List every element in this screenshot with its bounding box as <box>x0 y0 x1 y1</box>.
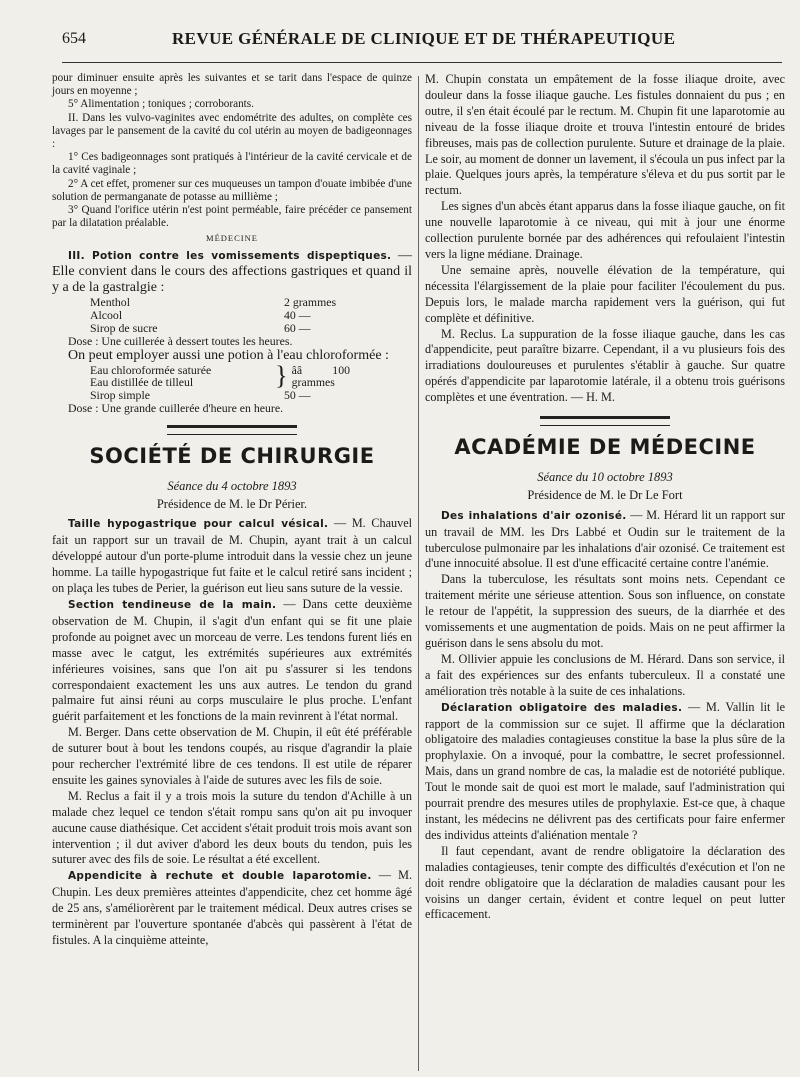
intro-paragraph: pour diminuer ensuite après les suivantes et se tarit dans l'espace de quinze jours en moyenne ; <box>52 72 412 98</box>
intro-paragraph: 3° Quand l'orifice utérin n'est point perméable, faire précéder ce pansement par la dilatation préalable. <box>52 204 412 230</box>
intro-paragraph: 1° Ces badigeonnages sont pratiqués à l'intérieur de la cavité cervicale et de la cavité vaginale ; <box>52 151 412 177</box>
article-paragraph <box>52 516 412 597</box>
rx-row <box>90 296 350 309</box>
article-heading: Section tendineuse de la main. <box>68 598 277 611</box>
article-paragraph: M. Reclus. La suppuration de la fosse iliaque gauche, dans les cas d'appendicite, peut paraître bizarre. Cependant, il a vu plusieurs fois des irradiations douloureuses et purulentes s'établir à gauche. Sur quatre opérés d'appendicite par laparotomie latérale, il a obtenu trois guérisons complètes et une éventration. — H. M. <box>425 326 785 405</box>
section-title: SOCIÉTÉ DE CHIRURGIE <box>89 443 375 468</box>
rx-amount: 50 — <box>284 388 311 403</box>
article-text: — M. Chauvel fait un rapport sur un travail de M. Chupin, ayant trait à un calcul développé autour d'un porte-plume introduit dans la vessie chez un jeune homme. La taille hypogastrique fut faite et le calcul retiré sans incident ; on plaça les tubes de Perier, la guérison eut lieu sans suture de la vessie. <box>52 516 412 596</box>
presidency: Présidence de M. le Dr Périer. <box>156 496 308 511</box>
rx-name: Sirop de sucre <box>90 320 158 335</box>
rx-name: Eau distillée de tilleul <box>90 375 194 390</box>
article-paragraph: Il faut cependant, avant de rendre obligatoire la déclaration des maladies contagieuses, tenir compte des difficultés d'exécution et l'on ne doit rendre obligatoire que la déclaration de maladies causant pour les voisins un danger certain, évident et contre lequel on peut lutter efficacement. <box>425 843 785 922</box>
article-paragraph: Une semaine après, nouvelle élévation de la température, qui nécessita l'élargissement de la plaie pour faciliter l'écoulement du pus. Depuis lors, le malade marcha rapidement vers la guérison, qui fut complète et définitive. <box>425 262 785 325</box>
section-title: ACADÉMIE DE MÉDECINE <box>454 435 756 460</box>
left-column <box>52 72 412 949</box>
alternative-text: On peut employer aussi une potion à l'eau chloroformée : <box>68 347 389 363</box>
potion-paragraph <box>52 248 412 296</box>
article-text: — M. Vallin lit le rapport de la commission sur ce sujet. Il affirme que la déclaration obligatoire des maladies contagieuses constitue la base la plus sûre de la prophylaxie. On a invoqué, pour la combattre, le secret professionnel. Mais, dans un grand nombre de cas, la maladie est de notoriété publique. Tout le monde sait de quoi est mort le malade, sauf l'administration qui pourrait prendre des mesures utiles de prophylaxie. Est-ce que, à chaque instant, les médecins ne délivrent pas des certificats pour faire enfermer des individus atteints d'aliénation mentale ? <box>425 699 785 842</box>
page-header <box>62 26 782 56</box>
rx-amount: ââ 100 grammes <box>291 362 350 390</box>
prescription-1 <box>90 296 350 334</box>
article-text: — Dans cette deuxième observation de M. Chupin, il s'agit d'un enfant qui se fit une plaie profonde au poignet avec un morceau de verre. Les tendons furent liés en masse avec le catgut, les extrémités supérieures aux extrémités inférieures voisines, sans que l'on ait pu s'assurer si les tendons correspondaient exactement les uns aux autres. Le tendon du grand palmaire fut ainsi réuni au corps musculaire le plus proche. L'enfant guérit parfaitement et les fonctions de la main revinrent à l'état normal. <box>52 596 412 724</box>
article-heading: Taille hypogastrique pour calcul vésical. <box>68 518 329 531</box>
brace-glyph: } <box>275 361 288 391</box>
rx-amount: 40 — <box>284 308 311 323</box>
section-rule <box>167 425 297 435</box>
rx-row <box>90 389 350 402</box>
article-text: — M. Chupin. Les deux premières atteintes d'appendicite, chez cet homme âgé de 25 ans, s'améliorèrent par le traitement médical. Deux autres crises se terminèrent par l'ouverture spontanée d'abcès qui passèrent à l'état de fistules. A la cinquième atteinte, <box>52 868 412 947</box>
section-rule <box>540 416 670 426</box>
potion-text: — Elle convient dans le cours des affections gastriques et quand il y a de la gastralgie : <box>52 248 413 296</box>
article-paragraph: Dans la tuberculose, les résultats sont moins nets. Cependant ce traitement mérite une sérieuse attention. Sous son influence, on constate le retour de l'appétit, la suppression des sueurs, de la diarrhée et des vomissements et une augmentation de poids. Mais on ne peut affirmer la guérison dans le sens absolu du mot. <box>425 572 785 650</box>
rx-row <box>90 322 350 335</box>
intro-paragraph: 2° A cet effet, promener sur ces muqueuses un tampon d'ouate imbibée d'une solution de permanganate de potasse au millième ; <box>52 177 412 203</box>
article-heading: Des inhalations d'air ozonisé. <box>441 509 627 522</box>
article-paragraph <box>52 868 412 949</box>
potion-heading: III. Potion contre les vomissements dispeptiques. <box>68 250 392 263</box>
rx-amount: 2 grammes <box>284 295 337 310</box>
intro-paragraph: II. Dans les vulvo-vaginites avec endométrite des adultes, on complète ces lavages par le pansement de la cavité du col utérin au moyen de badigeonnages : <box>52 111 412 151</box>
article-heading: Appendicite à rechute et double laparotomie. <box>68 870 372 883</box>
article-heading: Déclaration obligatoire des maladies. <box>441 701 683 714</box>
rx-name: Sirop simple <box>90 388 150 403</box>
right-column <box>425 72 785 923</box>
rx-group <box>90 361 350 391</box>
prescription-2 <box>90 361 350 403</box>
intro-paragraph: 5° Alimentation ; toniques ; corroborants. <box>68 98 254 111</box>
article-text: — M. Hérard lit un rapport sur un travail de MM. les Drs Labbé et Oudin sur le traitement de la tuberculose pulmonaire par les inhalations d'air ozonisé. Ce traitement est d'une innocuité absolue. Il est d'une efficacité certaine contre l'anémie. <box>425 507 785 571</box>
intro-block <box>52 72 412 230</box>
article-paragraph <box>425 700 785 844</box>
rx-amount: 60 — <box>284 320 311 335</box>
dose-line: Dose : Une grande cuillerée d'heure en heure. <box>68 400 284 415</box>
article-paragraph: Les signes d'un abcès étant apparus dans la fosse iliaque gauche, on fit une nouvelle laparotomie à ce niveau, qui mit à jour une énorme collection purulente bornée par des adhérences qui refoulaient l'intestin vers la ligne médiane. Drainage. <box>425 199 785 261</box>
article-paragraph <box>425 508 785 573</box>
dose-line: Dose : Une cuillerée à dessert toutes les heures. <box>68 333 293 348</box>
article-paragraph: M. Chupin constata un empâtement de la fosse iliaque droite, avec douleur dans la fosse iliaque gauche. Les fistules donnaient du pus ; en outre, il s'en était écoulé par le rectum. M. Chupin fit une laparotomie au niveau de la fosse iliaque droite et trouva l'intestin entouré de brides fibreuses, mais pas de collection purulente. Suture et drainage de la plaie. Le soir, au moment de donner un lavement, il s'écoula un pus infect par la plaie. Quelques jours après, la température s'éleva et du pus sortit par le rectum. <box>425 72 785 198</box>
article-paragraph <box>52 597 412 725</box>
medecine-label: MÉDECINE <box>206 233 258 244</box>
session-date: Séance du 4 octobre 1893 <box>167 478 297 493</box>
article-paragraph: M. Ollivier appuie les conclusions de M. Hérard. Dans son service, il a fait des expériences sur des enfants tuberculeux. Il a constaté une amélioration très notable à la suite de ces inhalations. <box>425 651 785 698</box>
session-date: Séance du 10 octobre 1893 <box>537 469 673 484</box>
page-number: 654 <box>62 30 86 47</box>
rx-name: Alcool <box>90 308 123 323</box>
running-title: REVUE GÉNÉRALE DE CLINIQUE ET DE THÉRAPEUTIQUE <box>172 29 676 48</box>
rx-name: Eau chloroformée saturée <box>90 362 212 377</box>
rx-name: Menthol <box>90 295 130 310</box>
header-rule <box>62 62 782 63</box>
presidency: Présidence de M. le Dr Le Fort <box>527 487 683 502</box>
column-divider <box>418 76 419 1071</box>
article-paragraph: M. Reclus a fait il y a trois mois la suture du tendon d'Achille à un malade chez lequel ce tendon s'était rompu sans qu'on ait pu invoquer aucune cause diathésique. Cet accident s'était produit trois mois avant son intervention ; il dut aviver d'abord les deux bouts du tendon, puis les suturer avec des fils de soie. Le résultat a été excellent. <box>52 788 412 867</box>
article-paragraph: M. Berger. Dans cette observation de M. Chupin, il eût été préférable de suturer bout à bout les tendons coupés, au risque d'agrandir la plaie pour rechercher l'extrémité libre de ces tendons. Il est utile de réparer ensuite les gaines synoviales à l'aide de sutures avec les fils de soie. <box>52 725 412 787</box>
